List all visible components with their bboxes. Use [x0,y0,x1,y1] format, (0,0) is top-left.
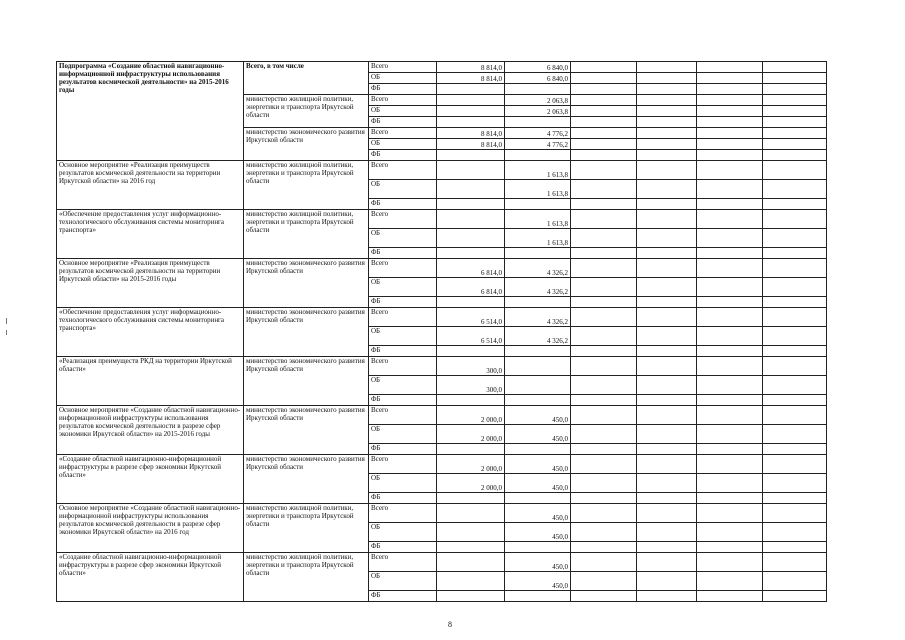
program-name-cell: Основное мероприятие «Создание областной навигационно-информационной инфраструктуры использования результатов космической деятельности в разрезе сфер экономики Иркутской области» на 2015-2016 годы [57,406,244,455]
amount-cell-2015 [437,591,505,602]
amount-cell-2016: 450,0 [505,553,571,572]
amount-cell-2016 [505,376,571,395]
empty-cell [763,259,827,278]
empty-cell [637,406,697,425]
empty-cell [571,128,637,139]
amount-cell-2015 [437,229,505,248]
executor-cell: министерство жилищной политики, энергетики и транспорта Иркутской области [244,504,369,553]
binding-mark [6,318,7,324]
empty-cell [763,406,827,425]
table-body [57,62,827,602]
empty-cell [571,504,637,523]
empty-cell [763,455,827,474]
empty-cell [571,278,637,297]
funding-source-cell: ОБ [369,278,437,297]
empty-cell [571,591,637,602]
empty-cell [637,62,697,73]
empty-cell [697,128,763,139]
empty-cell [637,128,697,139]
empty-cell [637,297,697,308]
amount-cell-2015: 2 000,0 [437,406,505,425]
funding-source-cell: ОБ [369,180,437,199]
empty-cell [637,229,697,248]
amount-cell-2015 [437,180,505,199]
amount-cell-2016 [505,493,571,504]
empty-cell [637,180,697,199]
empty-cell [763,591,827,602]
funding-source-cell: ФБ [369,542,437,553]
empty-cell [697,308,763,327]
executor-cell: министерство жилищной политики, энергетики и транспорта Иркутской области [244,161,369,210]
program-name-cell: «Создание областной навигационно-информационной инфраструктуры в разрезе сфер экономики Иркутской области» [57,455,244,504]
empty-cell [697,591,763,602]
empty-cell [697,346,763,357]
empty-cell [637,73,697,84]
empty-cell [571,229,637,248]
funding-table [56,61,827,602]
executor-cell: Всего, в том числе [244,62,369,95]
empty-cell [571,376,637,395]
empty-cell [571,139,637,150]
amount-cell-2016: 2 063,8 [505,106,571,117]
empty-cell [637,504,697,523]
program-name-cell: «Обеспечение предоставления услуг информационно-технологического обслуживания системы мониторинга транспорта» [57,210,244,259]
amount-cell-2015 [437,248,505,259]
funding-source-cell: ФБ [369,199,437,210]
funding-source-cell: ФБ [369,84,437,95]
empty-cell [637,523,697,542]
empty-cell [637,199,697,210]
empty-cell [571,297,637,308]
empty-cell [763,346,827,357]
amount-cell-2015: 300,0 [437,357,505,376]
empty-cell [571,248,637,259]
empty-cell [697,376,763,395]
empty-cell [637,84,697,95]
empty-cell [763,95,827,106]
funding-source-cell: ФБ [369,117,437,128]
amount-cell-2015 [437,95,505,106]
empty-cell [763,327,827,346]
table-row [57,210,827,229]
amount-cell-2016 [505,150,571,161]
empty-cell [697,229,763,248]
program-name-cell: Основное мероприятие «Реализация преимуществ результатов космической деятельности на территории Иркутской области» на 2015-2016 годы [57,259,244,308]
empty-cell [571,210,637,229]
empty-cell [637,106,697,117]
amount-cell-2016 [505,346,571,357]
page-number: 8 [448,620,452,629]
empty-cell [571,406,637,425]
empty-cell [763,62,827,73]
empty-cell [763,474,827,493]
funding-source-cell: Всего [369,95,437,106]
empty-cell [571,425,637,444]
amount-cell-2015: 8 814,0 [437,128,505,139]
amount-cell-2016 [505,84,571,95]
empty-cell [571,553,637,572]
binding-mark [6,330,7,335]
table-row [57,161,827,180]
empty-cell [763,395,827,406]
empty-cell [637,493,697,504]
program-name-cell: Основное мероприятие «Реализация преимуществ результатов космической деятельности на территории Иркутской области» на 2016 год [57,161,244,210]
empty-cell [763,308,827,327]
empty-cell [571,84,637,95]
table-row [57,553,827,572]
empty-cell [763,106,827,117]
empty-cell [763,248,827,259]
empty-cell [571,572,637,591]
amount-cell-2016: 1 613,8 [505,161,571,180]
funding-source-cell: ОБ [369,425,437,444]
funding-source-cell: ОБ [369,376,437,395]
amount-cell-2015 [437,117,505,128]
empty-cell [763,425,827,444]
empty-cell [763,376,827,395]
empty-cell [637,210,697,229]
empty-cell [637,425,697,444]
funding-source-cell: Всего [369,406,437,425]
executor-cell: министерство экономического развития Иркутской области [244,308,369,357]
empty-cell [571,95,637,106]
amount-cell-2016: 4 326,2 [505,259,571,278]
funding-source-cell: Всего [369,210,437,229]
empty-cell [571,523,637,542]
amount-cell-2015 [437,161,505,180]
executor-cell: министерство экономического развития Иркутской области [244,259,369,308]
empty-cell [571,259,637,278]
amount-cell-2015: 8 814,0 [437,62,505,73]
amount-cell-2015 [437,553,505,572]
amount-cell-2016 [505,117,571,128]
amount-cell-2016: 4 776,2 [505,139,571,150]
empty-cell [571,395,637,406]
empty-cell [637,95,697,106]
amount-cell-2015 [437,297,505,308]
amount-cell-2016: 4 326,2 [505,308,571,327]
empty-cell [637,553,697,572]
funding-source-cell: ФБ [369,150,437,161]
funding-source-cell: ФБ [369,346,437,357]
empty-cell [763,297,827,308]
empty-cell [637,327,697,346]
empty-cell [571,327,637,346]
amount-cell-2016: 450,0 [505,504,571,523]
amount-cell-2015: 6 814,0 [437,259,505,278]
funding-source-cell: Всего [369,553,437,572]
amount-cell-2015 [437,395,505,406]
executor-cell: министерство жилищной политики, энергетики и транспорта Иркутской области [244,210,369,259]
amount-cell-2016: 1 613,8 [505,210,571,229]
empty-cell [571,346,637,357]
funding-source-cell: ФБ [369,395,437,406]
amount-cell-2016 [505,444,571,455]
amount-cell-2016 [505,248,571,259]
empty-cell [697,95,763,106]
empty-cell [697,444,763,455]
empty-cell [763,444,827,455]
amount-cell-2015 [437,84,505,95]
empty-cell [763,542,827,553]
empty-cell [697,572,763,591]
empty-cell [571,542,637,553]
funding-source-cell: Всего [369,161,437,180]
table-row [57,357,827,376]
empty-cell [763,73,827,84]
empty-cell [697,553,763,572]
empty-cell [697,406,763,425]
empty-cell [637,572,697,591]
program-name-cell: «Реализация преимуществ РКД на территории Иркутской области» [57,357,244,406]
empty-cell [637,444,697,455]
empty-cell [697,259,763,278]
amount-cell-2016 [505,297,571,308]
empty-cell [763,572,827,591]
empty-cell [763,357,827,376]
funding-source-cell: Всего [369,62,437,73]
empty-cell [697,357,763,376]
empty-cell [571,474,637,493]
funding-source-cell: ОБ [369,474,437,493]
empty-cell [763,161,827,180]
empty-cell [637,542,697,553]
funding-source-cell: ОБ [369,139,437,150]
program-name-cell: Подпрограмма «Создание областной навигационно-информационной инфраструктуры использования результатов космической деятельности» на 2015-2016 годы [57,62,244,161]
empty-cell [763,504,827,523]
amount-cell-2016: 6 840,0 [505,62,571,73]
amount-cell-2015: 2 000,0 [437,474,505,493]
executor-cell: министерство экономического развития Иркутской области [244,455,369,504]
empty-cell [637,150,697,161]
amount-cell-2016 [505,199,571,210]
empty-cell [637,395,697,406]
empty-cell [571,493,637,504]
amount-cell-2015 [437,199,505,210]
empty-cell [763,553,827,572]
amount-cell-2016: 450,0 [505,406,571,425]
empty-cell [763,150,827,161]
empty-cell [637,117,697,128]
table-row [57,455,827,474]
funding-source-cell: ОБ [369,572,437,591]
empty-cell [697,150,763,161]
funding-source-cell: ФБ [369,444,437,455]
program-name-cell: Основное мероприятие «Создание областной навигационно-информационной инфраструктуры использования результатов космической деятельности в разрезе сфер экономики Иркутской области» на 2016 год [57,504,244,553]
empty-cell [571,161,637,180]
empty-cell [697,161,763,180]
amount-cell-2015 [437,106,505,117]
empty-cell [763,229,827,248]
funding-source-cell: ОБ [369,73,437,84]
empty-cell [697,425,763,444]
amount-cell-2016: 450,0 [505,523,571,542]
empty-cell [637,278,697,297]
table-row [57,259,827,278]
amount-cell-2015: 6 814,0 [437,278,505,297]
empty-cell [637,161,697,180]
funding-source-cell: Всего [369,455,437,474]
amount-cell-2016: 450,0 [505,425,571,444]
executor-cell: министерство жилищной политики, энергетики и транспорта Иркутской области [244,95,369,128]
amount-cell-2016: 4 326,2 [505,278,571,297]
empty-cell [637,591,697,602]
empty-cell [571,199,637,210]
funding-source-cell: ОБ [369,106,437,117]
empty-cell [697,278,763,297]
empty-cell [571,106,637,117]
amount-cell-2016 [505,591,571,602]
amount-cell-2015: 6 514,0 [437,327,505,346]
table-row [57,62,827,73]
empty-cell [637,248,697,259]
amount-cell-2016: 1 613,8 [505,229,571,248]
empty-cell [763,139,827,150]
program-name-cell: «Создание областной навигационно-информационной инфраструктуры в разрезе сфер экономики Иркутской области» [57,553,244,602]
funding-source-cell: ОБ [369,523,437,542]
empty-cell [637,474,697,493]
empty-cell [697,180,763,199]
table-row [57,308,827,327]
amount-cell-2016 [505,395,571,406]
amount-cell-2016: 6 840,0 [505,73,571,84]
empty-cell [697,199,763,210]
executor-cell: министерство жилищной политики, энергетики и транспорта Иркутской области [244,553,369,602]
funding-source-cell: Всего [369,128,437,139]
executor-cell: министерство экономического развития Иркутской области [244,406,369,455]
funding-source-cell: ФБ [369,591,437,602]
empty-cell [763,210,827,229]
empty-cell [697,523,763,542]
empty-cell [763,199,827,210]
funding-source-cell: ФБ [369,248,437,259]
amount-cell-2015: 300,0 [437,376,505,395]
empty-cell [697,84,763,95]
table-row [57,406,827,425]
amount-cell-2015 [437,346,505,357]
funding-source-cell: ОБ [369,229,437,248]
amount-cell-2015: 8 814,0 [437,139,505,150]
amount-cell-2015 [437,210,505,229]
empty-cell [763,84,827,95]
empty-cell [637,259,697,278]
empty-cell [637,346,697,357]
amount-cell-2016: 1 613,8 [505,180,571,199]
empty-cell [637,139,697,150]
empty-cell [697,248,763,259]
empty-cell [571,117,637,128]
empty-cell [697,327,763,346]
empty-cell [697,210,763,229]
empty-cell [571,180,637,199]
empty-cell [571,62,637,73]
empty-cell [763,180,827,199]
funding-source-cell: Всего [369,308,437,327]
empty-cell [697,139,763,150]
amount-cell-2016: 2 063,8 [505,95,571,106]
empty-cell [697,117,763,128]
amount-cell-2016: 450,0 [505,455,571,474]
empty-cell [763,128,827,139]
amount-cell-2015 [437,542,505,553]
amount-cell-2015 [437,150,505,161]
funding-source-cell: ФБ [369,493,437,504]
empty-cell [637,455,697,474]
amount-cell-2015: 2 000,0 [437,455,505,474]
amount-cell-2015: 6 514,0 [437,308,505,327]
amount-cell-2016 [505,357,571,376]
amount-cell-2016: 4 776,2 [505,128,571,139]
program-name-cell: «Обеспечение предоставления услуг информационно-технологического обслуживания системы мониторинга транспорта» [57,308,244,357]
empty-cell [763,523,827,542]
amount-cell-2015: 8 814,0 [437,73,505,84]
empty-cell [763,117,827,128]
amount-cell-2016: 450,0 [505,474,571,493]
empty-cell [571,73,637,84]
empty-cell [571,308,637,327]
amount-cell-2015 [437,523,505,542]
amount-cell-2015 [437,504,505,523]
empty-cell [697,493,763,504]
funding-source-cell: Всего [369,504,437,523]
empty-cell [697,455,763,474]
empty-cell [763,278,827,297]
executor-cell: министерство экономического развития Иркутской области [244,128,369,161]
amount-cell-2015 [437,444,505,455]
funding-source-cell: ОБ [369,327,437,346]
empty-cell [571,455,637,474]
empty-cell [697,62,763,73]
empty-cell [697,73,763,84]
table-row [57,504,827,523]
empty-cell [637,376,697,395]
amount-cell-2016 [505,542,571,553]
funding-source-cell: ФБ [369,297,437,308]
amount-cell-2015: 2 000,0 [437,425,505,444]
empty-cell [697,542,763,553]
executor-cell: министерство экономического развития Иркутской области [244,357,369,406]
amount-cell-2015 [437,493,505,504]
empty-cell [571,357,637,376]
empty-cell [697,106,763,117]
empty-cell [571,444,637,455]
funding-source-cell: Всего [369,259,437,278]
empty-cell [697,297,763,308]
empty-cell [637,357,697,376]
amount-cell-2015 [437,572,505,591]
amount-cell-2016: 450,0 [505,572,571,591]
empty-cell [637,308,697,327]
funding-source-cell: Всего [369,357,437,376]
empty-cell [697,474,763,493]
empty-cell [763,493,827,504]
empty-cell [571,150,637,161]
empty-cell [697,504,763,523]
empty-cell [697,395,763,406]
amount-cell-2016: 4 326,2 [505,327,571,346]
